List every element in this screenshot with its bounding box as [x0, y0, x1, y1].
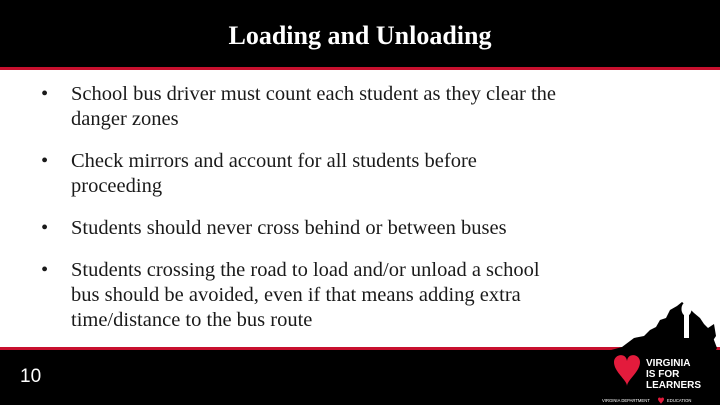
bullet-text-line: Students crossing the road to load and/or unload a school — [71, 259, 540, 281]
bullet-dot: • — [41, 150, 49, 172]
bullet-text-line: bus should be avoided, even if that means adding extra — [71, 284, 521, 306]
bullet-text-line: Students should never cross behind or between buses — [71, 217, 507, 239]
virginia-state-shape — [604, 302, 717, 353]
logo-line-1: VIRGINIA — [646, 358, 691, 369]
logo-line-2: IS FOR — [646, 369, 680, 380]
torch-flame — [682, 302, 692, 316]
bullet-text-line: Check mirrors and account for all students before — [71, 150, 477, 172]
bullet-list — [38, 82, 688, 350]
logo-line-3: LEARNERS — [646, 380, 702, 391]
bullet-text-line: danger zones — [71, 108, 179, 130]
bullet-dot: • — [41, 217, 49, 239]
bullet-dot: • — [41, 83, 49, 105]
bullet-text-line: time/distance to the bus route — [71, 309, 313, 331]
bullet-item — [38, 216, 688, 241]
logo-dept-left: VIRGINIA DEPARTMENT — [602, 398, 650, 403]
bullet-item — [38, 82, 688, 132]
title-bar — [0, 0, 720, 67]
bullet-text-line: proceeding — [71, 175, 163, 197]
small-heart-icon — [658, 398, 664, 405]
slide-title: Loading and Unloading — [228, 20, 492, 50]
bullet-text-line: School bus driver must count each student as they clear the — [71, 83, 557, 105]
slide-number: 10 — [20, 366, 42, 387]
bullet-dot: • — [41, 259, 49, 281]
logo-dept-right: EDUCATION — [667, 398, 692, 403]
virginia-is-for-learners-logo — [594, 300, 720, 405]
heart-icon — [614, 355, 640, 386]
bullet-item — [38, 149, 688, 199]
title-divider — [0, 67, 720, 70]
bullet-item — [38, 258, 688, 333]
